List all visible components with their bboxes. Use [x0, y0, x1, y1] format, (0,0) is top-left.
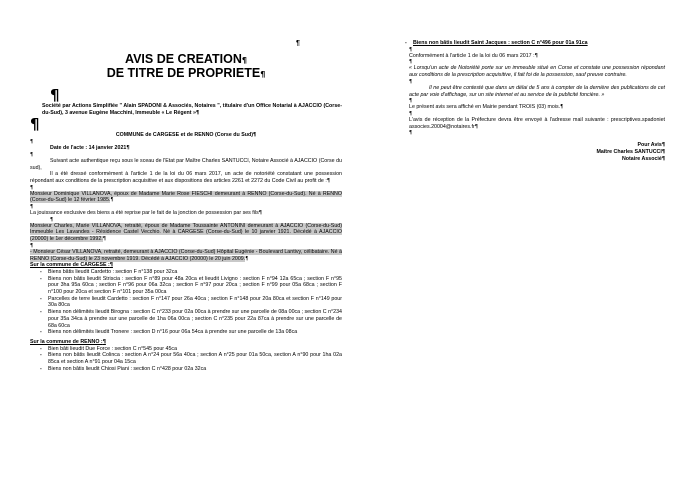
paragraph-mark-icon: ¶: [30, 184, 34, 191]
left-column: [30, 0, 342, 373]
law-quote-1: « Lorsqu'un acte de Notoriété porte sur un immeuble situé en Corse et constate une possession répondant aux conditions de la prescription acquisitive, il fait foi de la possession, sauf preuve contraire.: [409, 65, 665, 79]
list-item: - Biens non délimités lieudit Birogna : section C n°233 pour 02a 00ca à prendre sur une parcelle de 08a 00ca ; section C n°234 pour 35a 34ca à prendre sur une parcelle de 1ha 06a 00ca ; section C n°235 pour 22a 87ca à prendre sur une parcelle de 68a 60ca: [48, 309, 342, 329]
list-item: - Biens bâtis lieudit Cardetto : section F n°138 pour 32ca: [48, 269, 342, 276]
act-date: Date de l'acte : 14 janvier 2021¶: [50, 145, 130, 152]
paragraph-mark-icon: ¶: [30, 151, 34, 158]
signature-line-2: Maître Charles SANTUCCI¶: [596, 149, 665, 156]
list-item: - Biens non bâtis lieudit Saint Jacques : section C n°496 pour 01a 91ca: [413, 40, 665, 47]
list-item: - Parcelles de terre lieudit Cardetto : section F n°147 pour 26a 40ca ; section F n°148 pour 20a 80ca et section F n°149 pour 30a 80ca: [48, 296, 342, 309]
paragraph-mark-icon: ¶: [409, 46, 413, 53]
paragraph-mark-icon: ¶: [50, 216, 54, 223]
beneficiary-1: Monsieur Dominique VILLANOVA, époux de Madame Marie Rose FIESCHI demeurant à RENNO (Corse-du-Sud). Né à RENNO (Corse-du-Sud) le 12 février 1985.¶: [30, 190, 342, 204]
beneficiary-3: - Monsieur César VILLANOVA, retraité, demeurant à AJACCIO (Corse-du-Sud) Hôpital Eugénie - Boulevard Lantivy, célibataire. Né à RENNO (Corse-du-Sud) le 23 novembre 1919. Décédé à AJACCIO (20000) le 20 juin 2009.¶: [30, 248, 342, 262]
paragraph-mark-icon: ¶: [409, 130, 413, 137]
paragraph-1: Suivant acte authentique reçu sous le sceau de l'Etat par Maître Charles SANTUCCI, Notaire Associé à AJACCIO (Corse du sud),: [30, 157, 342, 171]
list-item: - Biens non bâtis lieudit Chiosi Piani : section C n°428 pour 02a 32ca: [48, 366, 342, 373]
list-item: - Bien bâti lieudit Due Force : section C n°545 pour 45ca: [48, 346, 342, 353]
paragraph-mark-icon: ¶: [409, 98, 413, 105]
list-item: - Biens non bâtis lieudit Colinca : section A n°24 pour 56a 40ca ; section A n°25 pour 01a 50ca, section A n°90 pour 1ha 02a 85ca et section A n°91 pour 04a 15ca: [48, 352, 342, 365]
title-line-2: DE TITRE DE PROPRIETE¶: [106, 66, 266, 80]
email-notice: L'avis de réception de la Préfecture devra être envoyé à l'adresse mail suivante : prescriptives.spadoniet associes.20004@notaires.fr¶: [409, 116, 665, 130]
paragraph-mark-icon: ¶: [50, 86, 60, 104]
list-item: - Biens non bâtis lieudit Striscia : section F n°89 pour 48a 20ca et lieudit Livigno : section F n°94 12a 65ca ; section F n°95 pour 3ha 95a 60ca ; section F n°96 pour 06a 32ca ; section F n°97 pour 20ca ; section F n°99 pour 05a 68ca ; section F n°100 pour 20ca et section F n°101 pour 35a 00ca: [48, 276, 342, 296]
cargese-heading: Sur la commune de CARGESE :¶: [30, 262, 113, 269]
paragraph-4: La jouissance exclusive des biens a été reprise par le fait de la jonction de possession par ses fils¶: [30, 210, 262, 217]
commune-heading: COMMUNE de CARGESE et de RENNO (Corse du Sud)¶: [115, 132, 257, 139]
list-item: - Biens non délimités lieudit Tronere : section D n°16 pour 06a 54ca à prendre sur une parcelle de 13a 08ca: [48, 329, 342, 336]
signature-line-3: Notaire Associé¶: [621, 155, 665, 162]
paragraph-mark-icon: ¶: [296, 40, 300, 47]
renno-heading: Sur la commune de RENNO :¶: [30, 338, 106, 345]
paragraph-mark-icon: ¶: [30, 204, 34, 211]
cargese-list: [30, 269, 342, 336]
paragraph-2: Il a été dressé conformément à l'article 1 de la loi du 06 mars 2017, un acte de notoriété constatant une possession répondant aux conditions de la prescription acquisitive et aux dispositions des articles 2261 et 2272 du Code Civil au profit de :¶: [30, 171, 342, 184]
paragraph-mark-icon: ¶: [30, 115, 40, 134]
signature-line-1: Pour Avis¶: [637, 142, 665, 149]
title-line-1: AVIS DE CREATION¶: [124, 52, 247, 66]
posting-notice: Le présent avis sera affiché en Mairie pendant TROIS (03) mois.¶: [409, 104, 564, 111]
paragraph-mark-icon: ¶: [30, 139, 34, 146]
paragraph-mark-icon: ¶: [409, 78, 413, 85]
renno-list: [30, 346, 342, 373]
law-quote-2: Il ne peut être contesté que dans un délai de 5 ans à compter de la dernière des publications de cet acte par voie d'affichage, sur un site internet et au service de la publicité foncière. »: [409, 84, 665, 98]
paragraph-mark-icon: ¶: [409, 110, 413, 117]
right-column: [395, 40, 665, 162]
law-reference: Conformément à l'article 1 de la loi du 06 mars 2017 :¶: [409, 52, 538, 59]
beneficiary-2: Monsieur Charles, Marie VILLANOVA, retraité, époux de Madame Toussainte ANTONINI demeurant à AJACCIO (Corse-du-Sud) Immeuble Les Lavandes - Résidence Castel Vecchio. Né à CARGESE (Corse-du-Sud) le 10 janvier 1921. Décédé à AJACCIO (20000) le 1er décembre 1992.¶: [30, 222, 342, 243]
paragraph-mark-icon: ¶: [30, 242, 34, 249]
paragraph-mark-icon: ¶: [409, 59, 413, 66]
notary-header: Société par Actions Simplifiée " Alain SPADONI & Associés, Notaires ", titulaire d'un Office Notarial à AJACCIO (Corse-du-Sud), 3 avenue Eugène Macchini, Immeuble « Le Régent »¶: [42, 103, 342, 116]
saint-jacques-list: [395, 40, 665, 47]
